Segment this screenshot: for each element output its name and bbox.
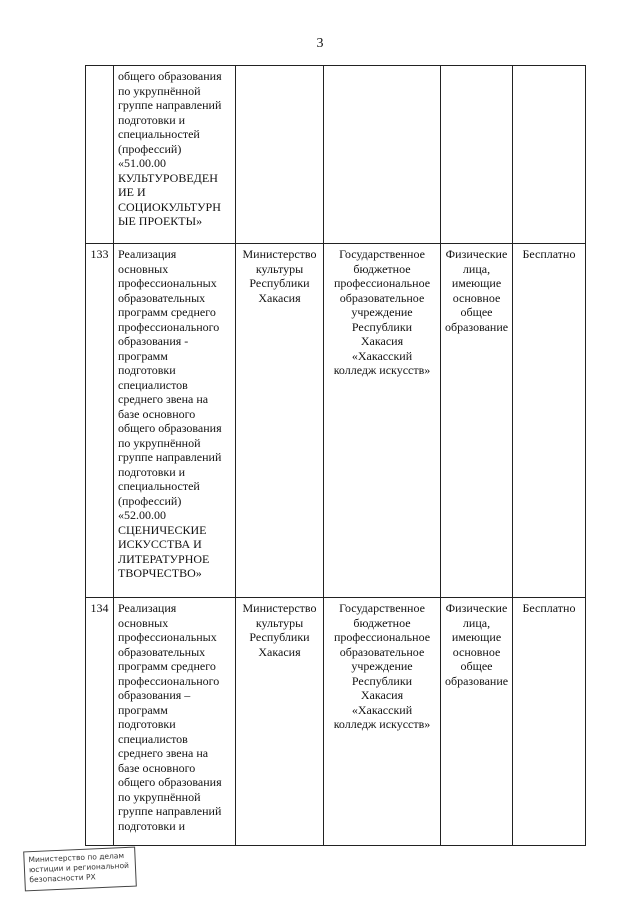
table-row (86, 66, 586, 244)
row-number: 134 (86, 598, 114, 846)
page-number: 3 (316, 36, 324, 51)
institution-name (324, 66, 441, 244)
institution-name: Государственное бюджетное профессиональное образовательное учреждение Республики Хакасия «Хакасский колледж искусств» (324, 598, 441, 846)
service-name: общего образования по укрупнённой группе направлений подготовки и специальностей (профессий) «51.00.00 КУЛЬТУРОВЕДЕН ИЕ И СОЦИОКУЛЬТУРН ЫЕ ПРОЕКТЫ» (114, 66, 236, 244)
payment-type: Бесплатно (513, 244, 586, 598)
table-row (86, 244, 586, 598)
stamp-line: юстиции и региональной (28, 860, 130, 875)
payment-type (513, 66, 586, 244)
consumers: Физические лица, имеющие основное общее образование (441, 598, 513, 846)
responsible-organ: Министерство культуры Республики Хакасия (236, 598, 324, 846)
service-name: Реализация основных профессиональных образовательных программ среднего профессионального образования - программ подготовки специалистов среднего звена на базе основного общего образования по укрупнённой группе направлений подготовки и специальностей (профессий) «52.00.00 СЦЕНИЧЕСКИЕ ИСКУССТВА И ЛИТЕРАТУРНОЕ ТВОРЧЕСТВО» (114, 244, 236, 598)
stamp-line: Министерство по делам (28, 851, 125, 865)
services-table (85, 65, 586, 846)
table-row (86, 598, 586, 846)
responsible-organ: Министерство культуры Республики Хакасия (236, 244, 324, 598)
payment-type: Бесплатно (513, 598, 586, 846)
service-name: Реализация основных профессиональных образовательных программ среднего профессионального образования – программ подготовки специалистов среднего звена на базе основного общего образования по укрупнённой группе направлений подготовки и (114, 598, 236, 846)
consumers (441, 66, 513, 244)
responsible-organ (236, 66, 324, 244)
institution-name: Государственное бюджетное профессиональное образовательное учреждение Республики Хакасия «Хакасский колледж искусств» (324, 244, 441, 598)
registration-stamp (23, 847, 137, 892)
stamp-line: безопасности РХ (29, 872, 96, 885)
consumers: Физические лица, имеющие основное общее образование (441, 244, 513, 598)
row-number (86, 66, 114, 244)
row-number: 133 (86, 244, 114, 598)
